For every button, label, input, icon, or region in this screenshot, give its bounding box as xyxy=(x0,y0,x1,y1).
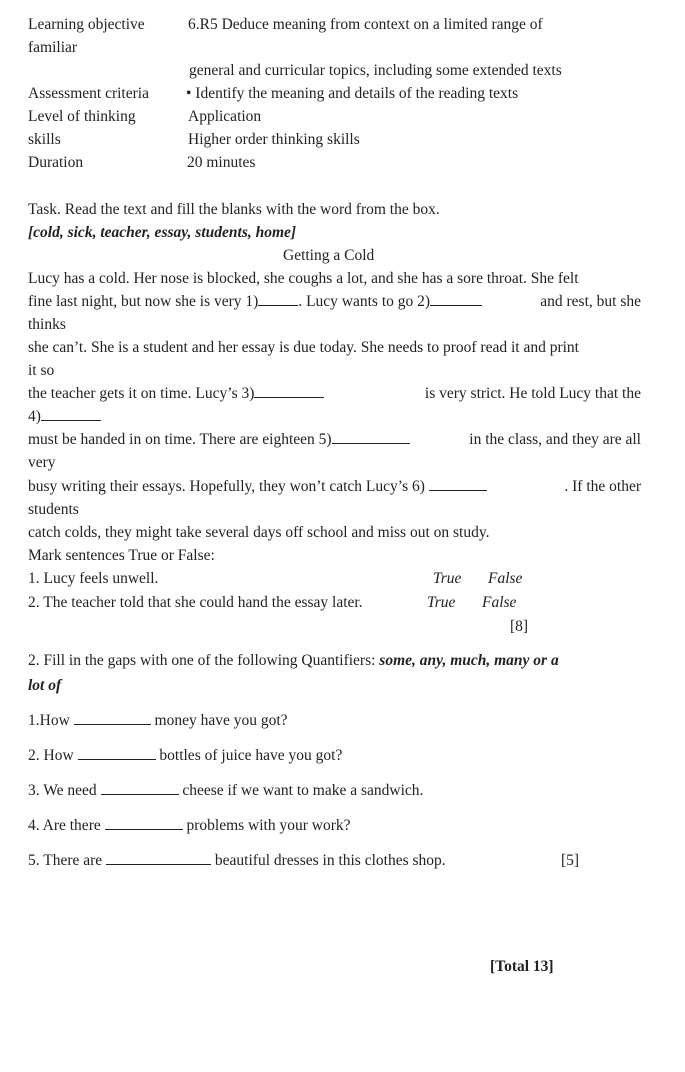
story-line-2 xyxy=(28,293,641,311)
lo-label-1: Learning objective xyxy=(28,16,145,33)
story-line-1: Lucy has a cold. Her nose is blocked, she coughs a lot, and she has a sore throat. She felt xyxy=(28,270,579,287)
story-text: . Lucy wants to go 2) xyxy=(298,293,431,310)
story-text: in the class, and they are all xyxy=(469,431,641,448)
story-text: must be handed in on time. There are eighteen 5) xyxy=(28,431,332,448)
gap-2[interactable] xyxy=(78,747,156,760)
story-line-6 xyxy=(28,385,641,403)
statement-1: 1. Lucy feels unwell. xyxy=(28,570,159,587)
task2-instruction-text: 2. Fill in the gaps with one of the following Quantifiers: xyxy=(28,652,380,669)
ac-label: Assessment criteria xyxy=(28,85,149,102)
lt-value-2: Higher order thinking skills xyxy=(188,131,360,148)
question-1 xyxy=(28,712,288,730)
s2-true-option[interactable]: True xyxy=(427,594,456,611)
story-text: busy writing their essays. Hopefully, they won’t catch Lucy’s 6) xyxy=(28,478,425,495)
question-text: beautiful dresses in this clothes shop. xyxy=(214,852,446,869)
dur-label: Duration xyxy=(28,154,84,171)
question-5 xyxy=(28,852,446,870)
question-text: 3. We need xyxy=(28,782,97,799)
lt-value-1: Application xyxy=(188,108,262,125)
question-text: 4. Are there xyxy=(28,817,101,834)
task2-instruction-line-2: lot of xyxy=(28,677,62,694)
lt-label-1: Level of thinking xyxy=(28,108,136,125)
mark-instruction: Mark sentences True or False: xyxy=(28,547,215,564)
question-4 xyxy=(28,817,351,835)
story-line-7 xyxy=(28,408,101,426)
story-text: the teacher gets it on time. Lucy’s 3) xyxy=(28,385,255,402)
lt-label-2: skills xyxy=(28,131,61,148)
quantifier-options: some, any, much, many or a xyxy=(379,652,559,669)
story-title: Getting a Cold xyxy=(283,247,375,264)
story-line-5: it so xyxy=(28,362,55,379)
task1-score: [8] xyxy=(510,618,529,635)
question-text: bottles of juice have you got? xyxy=(159,747,343,764)
ac-value: • Identify the meaning and details of the reading texts xyxy=(186,85,519,102)
story-text: . If the other xyxy=(564,478,641,495)
story-line-4: she can’t. She is a student and her essay is due today. She needs to proof read it and print xyxy=(28,339,579,356)
question-text: 5. There are xyxy=(28,852,103,869)
blank-4[interactable] xyxy=(41,408,101,421)
question-text: 1.How xyxy=(28,712,70,729)
story-text: and rest, but she xyxy=(540,293,641,310)
s2-false-option[interactable]: False xyxy=(482,594,517,611)
s1-false-option[interactable]: False xyxy=(488,570,523,587)
s1-true-option[interactable]: True xyxy=(433,570,462,587)
task2-instruction-line-1 xyxy=(28,652,559,670)
blank-5[interactable] xyxy=(332,431,410,444)
statement-2: 2. The teacher told that she could hand the essay later. xyxy=(28,594,363,611)
gap-1[interactable] xyxy=(74,712,151,725)
lo-value-2: general and curricular topics, including some extended texts xyxy=(189,62,562,79)
question-2 xyxy=(28,747,342,765)
dur-value: 20 minutes xyxy=(187,154,256,171)
story-line-10 xyxy=(28,478,641,496)
story-line-3: thinks xyxy=(28,316,66,333)
blank-6[interactable] xyxy=(429,478,487,491)
blank-2[interactable] xyxy=(430,293,482,306)
question-text: cheese if we want to make a sandwich. xyxy=(182,782,424,799)
story-line-11: students xyxy=(28,501,79,518)
word-box: [cold, sick, teacher, essay, students, home] xyxy=(28,224,297,241)
gap-5[interactable] xyxy=(106,852,211,865)
story-line-12: catch colds, they might take several days off school and miss out on study. xyxy=(28,524,490,541)
lo-label-2: familiar xyxy=(28,39,78,56)
lo-value-1: 6.R5 Deduce meaning from context on a limited range of xyxy=(188,16,543,33)
story-line-8 xyxy=(28,431,641,449)
question-text: money have you got? xyxy=(154,712,288,729)
gap-3[interactable] xyxy=(101,782,179,795)
task1-instruction: Task. Read the text and fill the blanks with the word from the box. xyxy=(28,201,440,218)
question-text: 2. How xyxy=(28,747,74,764)
total-score: [Total 13] xyxy=(490,958,554,975)
blank-1[interactable] xyxy=(258,293,298,306)
task2-score: [5] xyxy=(561,852,580,869)
question-text: problems with your work? xyxy=(186,817,351,834)
story-text: 4) xyxy=(28,408,41,425)
gap-4[interactable] xyxy=(105,817,183,830)
blank-3[interactable] xyxy=(254,385,324,398)
question-3 xyxy=(28,782,423,800)
story-line-9: very xyxy=(28,454,56,471)
story-text: fine last night, but now she is very 1) xyxy=(28,293,259,310)
story-text: is very strict. He told Lucy that the xyxy=(424,385,641,402)
